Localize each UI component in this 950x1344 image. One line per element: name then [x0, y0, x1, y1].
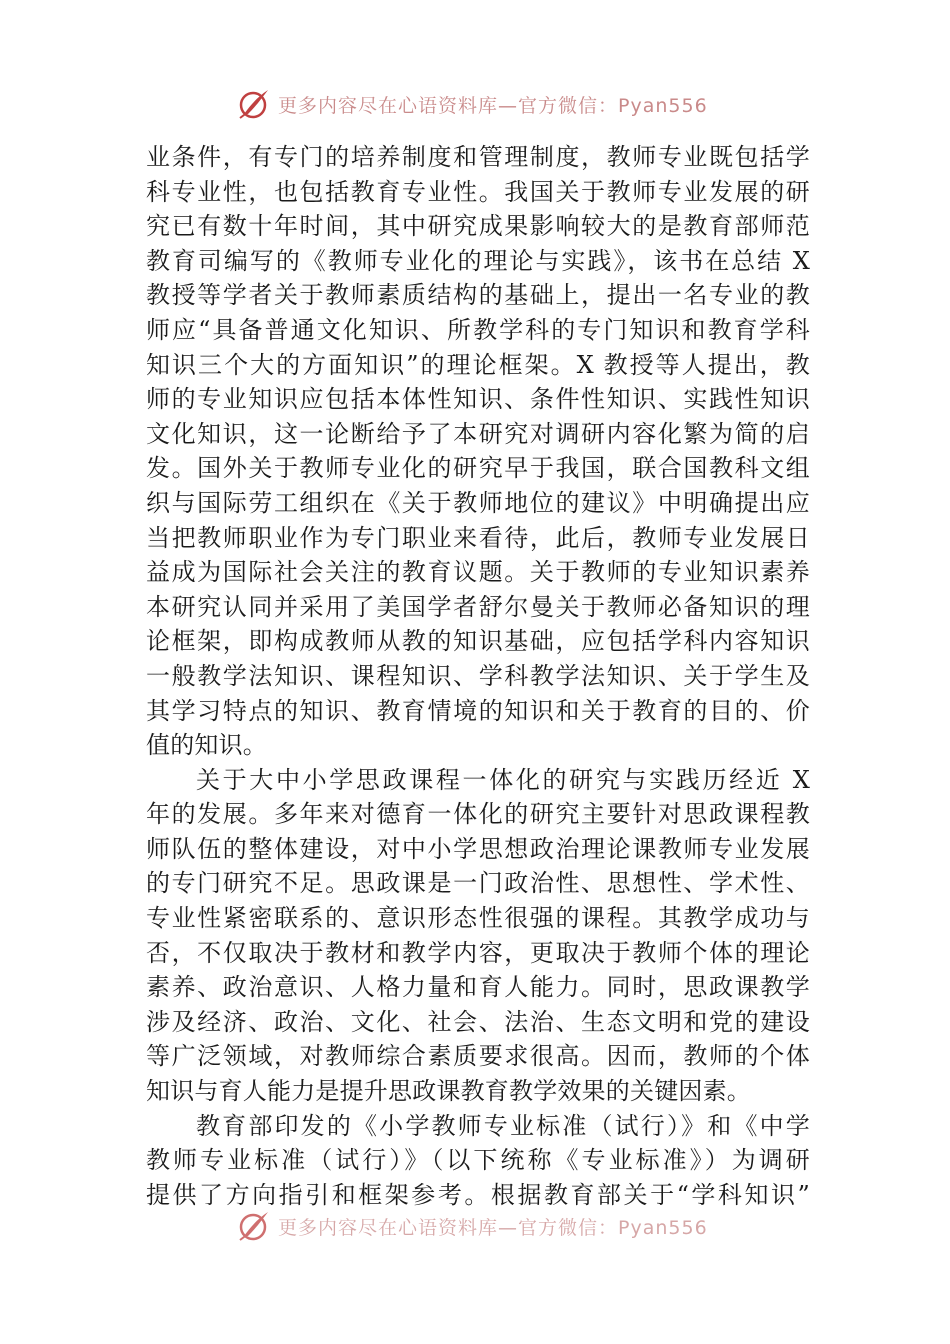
quill-logo-icon [236, 1208, 272, 1244]
text-line: 年的发展。多年来对德育一体化的研究主要针对思政课程教 [146, 800, 810, 829]
quill-logo-icon [236, 86, 272, 122]
text-line: 发。国外关于教师专业化的研究早于我国，联合国教科文组 [146, 454, 810, 483]
text-line: 师的专业知识应包括本体性知识、条件性知识、实践性知识 [146, 385, 810, 414]
text-line: 专业性紧密联系的、意识形态性很强的课程。其教学成功与 [146, 904, 810, 933]
watermark-text: 更多内容尽在心语资料库—官方微信：Pyan556 [278, 94, 708, 117]
paragraph [146, 763, 810, 1109]
text-line: 知识三个大的方面知识”的理论框架。X 教授等人提出，教 [146, 350, 810, 379]
text-line: 否，不仅取决于教材和教学内容，更取决于教师个体的理论 [146, 938, 810, 967]
text-line: 业条件，有专门的培养制度和管理制度，教师专业既包括学 [146, 143, 810, 171]
text-line: 究已有数十年时间，其中研究成果影响较大的是教育部师范 [146, 212, 810, 241]
text-line: 值的知识。 [146, 731, 267, 760]
text-line: 师应“具备普通文化知识、所教学科的专门知识和教育学科 [146, 315, 810, 344]
text-line: 知识与育人能力是提升思政课教育教学效果的关键因素。 [146, 1077, 751, 1106]
text-line: 文化知识，这一论断给予了本研究对调研内容化繁为简的启 [146, 419, 810, 448]
header-watermark [236, 84, 708, 124]
text-line: 等广泛领域，对教师综合素质要求很高。因而，教师的个体 [146, 1042, 810, 1071]
text-line: 当把教师职业作为专门职业来看待，此后，教师专业发展日 [146, 523, 810, 552]
text-line: 科专业性，也包括教育专业性。我国关于教师专业发展的研 [146, 177, 810, 206]
text-line: 素养、政治意识、人格力量和育人能力。同时，思政课教学 [146, 973, 810, 1002]
text-line: 的专门研究不足。思政课是一门政治性、思想性、学术性、 [146, 869, 810, 898]
text-line: 教育部印发的《小学教师专业标准（试行）》和《中学 [196, 1111, 810, 1140]
text-line: 一般教学法知识、课程知识、学科教学法知识、关于学生及 [146, 661, 810, 690]
text-line: 其学习特点的知识、教育情境的知识和关于教育的目的、价 [146, 696, 810, 725]
paragraph [146, 1109, 810, 1213]
watermark-text: 更多内容尽在心语资料库—官方微信：Pyan556 [278, 1216, 708, 1239]
text-line: 益成为国际社会关注的教育议题。关于教师的专业知识素养 [146, 558, 810, 587]
text-line: 教授等学者关于教师素质结构的基础上，提出一名专业的教 [146, 281, 810, 310]
document-body [146, 140, 810, 1212]
paragraph [146, 140, 810, 763]
text-line: 织与国际劳工组织在《关于教师地位的建议》中明确提出应 [146, 488, 810, 517]
text-line: 论框架，即构成教师从教的知识基础，应包括学科内容知识 [146, 627, 810, 656]
text-line: 教育司编写的《教师专业化的理论与实践》，该书在总结 X [146, 246, 810, 275]
text-line: 提供了方向指引和框架参考。根据教育部关于“学科知识” [146, 1180, 810, 1209]
text-line: 关于大中小学思政课程一体化的研究与实践历经近 X [196, 765, 810, 794]
footer-watermark [236, 1206, 708, 1246]
text-line: 本研究认同并采用了美国学者舒尔曼关于教师必备知识的理 [146, 592, 810, 621]
text-line: 师队伍的整体建设，对中小学思想政治理论课教师专业发展 [146, 834, 810, 863]
text-line: 教师专业标准（试行）》（以下统称《专业标准》）为调研 [146, 1146, 810, 1175]
text-line: 涉及经济、政治、文化、社会、法治、生态文明和党的建设 [146, 1007, 810, 1036]
